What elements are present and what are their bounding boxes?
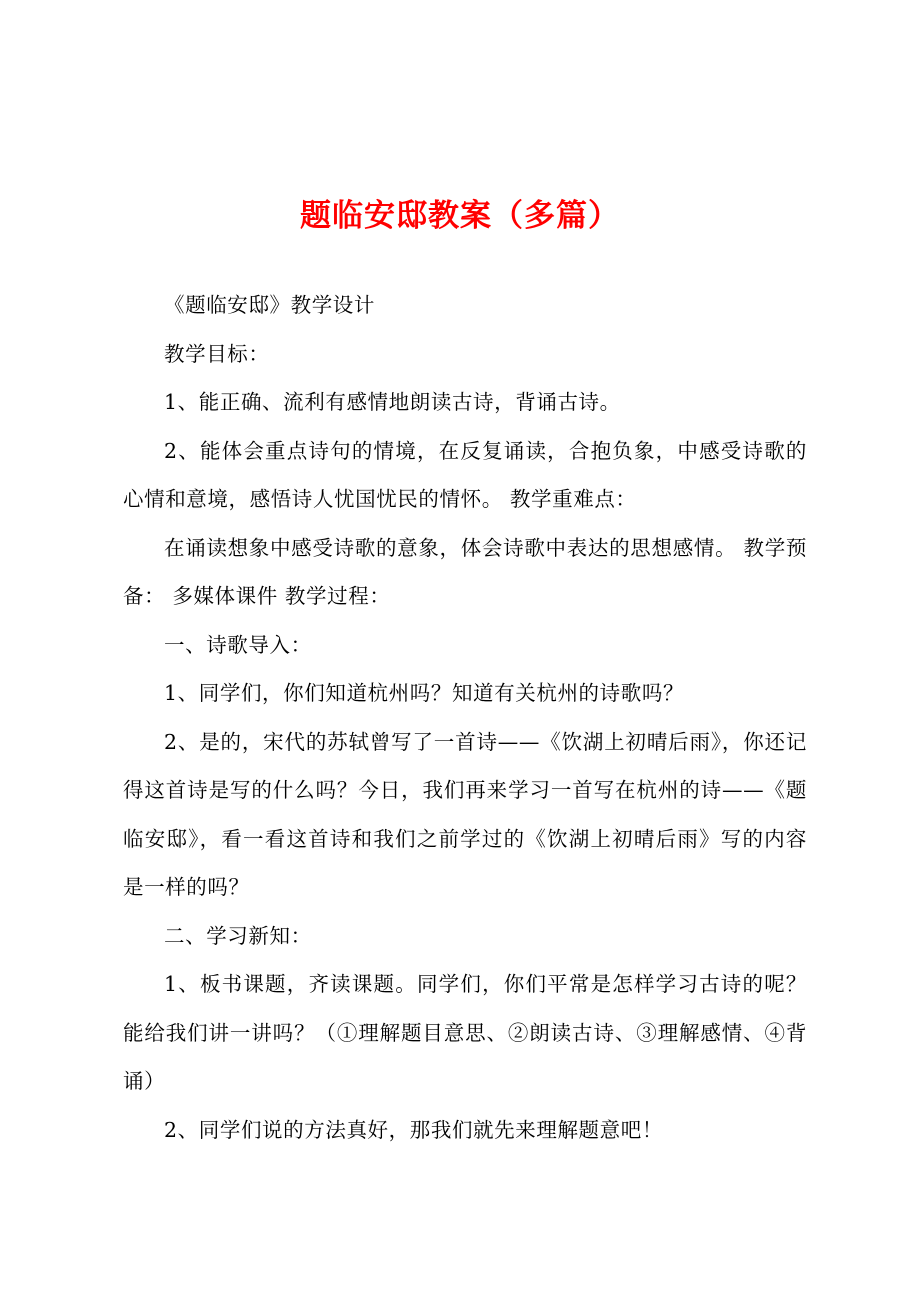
paragraph-section-2-heading: 二、学习新知： xyxy=(164,923,312,948)
paragraph-design-heading: 《题临安邸》教学设计 xyxy=(164,293,375,317)
paragraph-objectives-heading: 教学目标： xyxy=(164,341,270,366)
paragraph-intro-1: 1、同学们，你们知道杭州吗？知道有关杭州的诗歌吗？ xyxy=(164,681,685,705)
paragraph-new-2: 2、同学们说的方法真好，那我们就先来理解题意吧！ xyxy=(164,1117,663,1142)
paragraph-intro-2: 2、是的，宋代的苏轼曾写了一首诗——《饮湖上初晴后雨》，你还记得这首诗是写的什么吗？今日，我们再来学习一首写在杭州的诗——《题临安邸》，看一看这首诗和我们之前学过的《饮湖上初晴后雨》写的内容是一样的吗？ xyxy=(123,729,807,899)
paragraph-objective-2: 2、能体会重点诗句的情境，在反复诵读，合抱负象，中感受诗歌的心情和意境，感悟诗人忧国忧民的情怀。 教学重难点： xyxy=(123,438,807,511)
paragraph-section-1-heading: 一、诗歌导入： xyxy=(164,632,312,657)
paragraph-new-1: 1、板书课题，齐读课题。同学们，你们平常是怎样学习古诗的呢？能给我们讲一讲吗？（①理解题目意思、②朗读古诗、③理解感情、④背诵） xyxy=(123,972,807,1093)
document-body xyxy=(123,281,807,1154)
paragraph-key-points: 在诵读想象中感受诗歌的意象，体会诗歌中表达的思想感情。 教学预备： 多媒体课件 教学过程： xyxy=(123,535,807,608)
paragraph-objective-1: 1、能正确、流利有感情地朗读古诗，背诵古诗。 xyxy=(164,390,621,414)
document-title: 题临安邸教案（多篇） xyxy=(300,198,620,234)
